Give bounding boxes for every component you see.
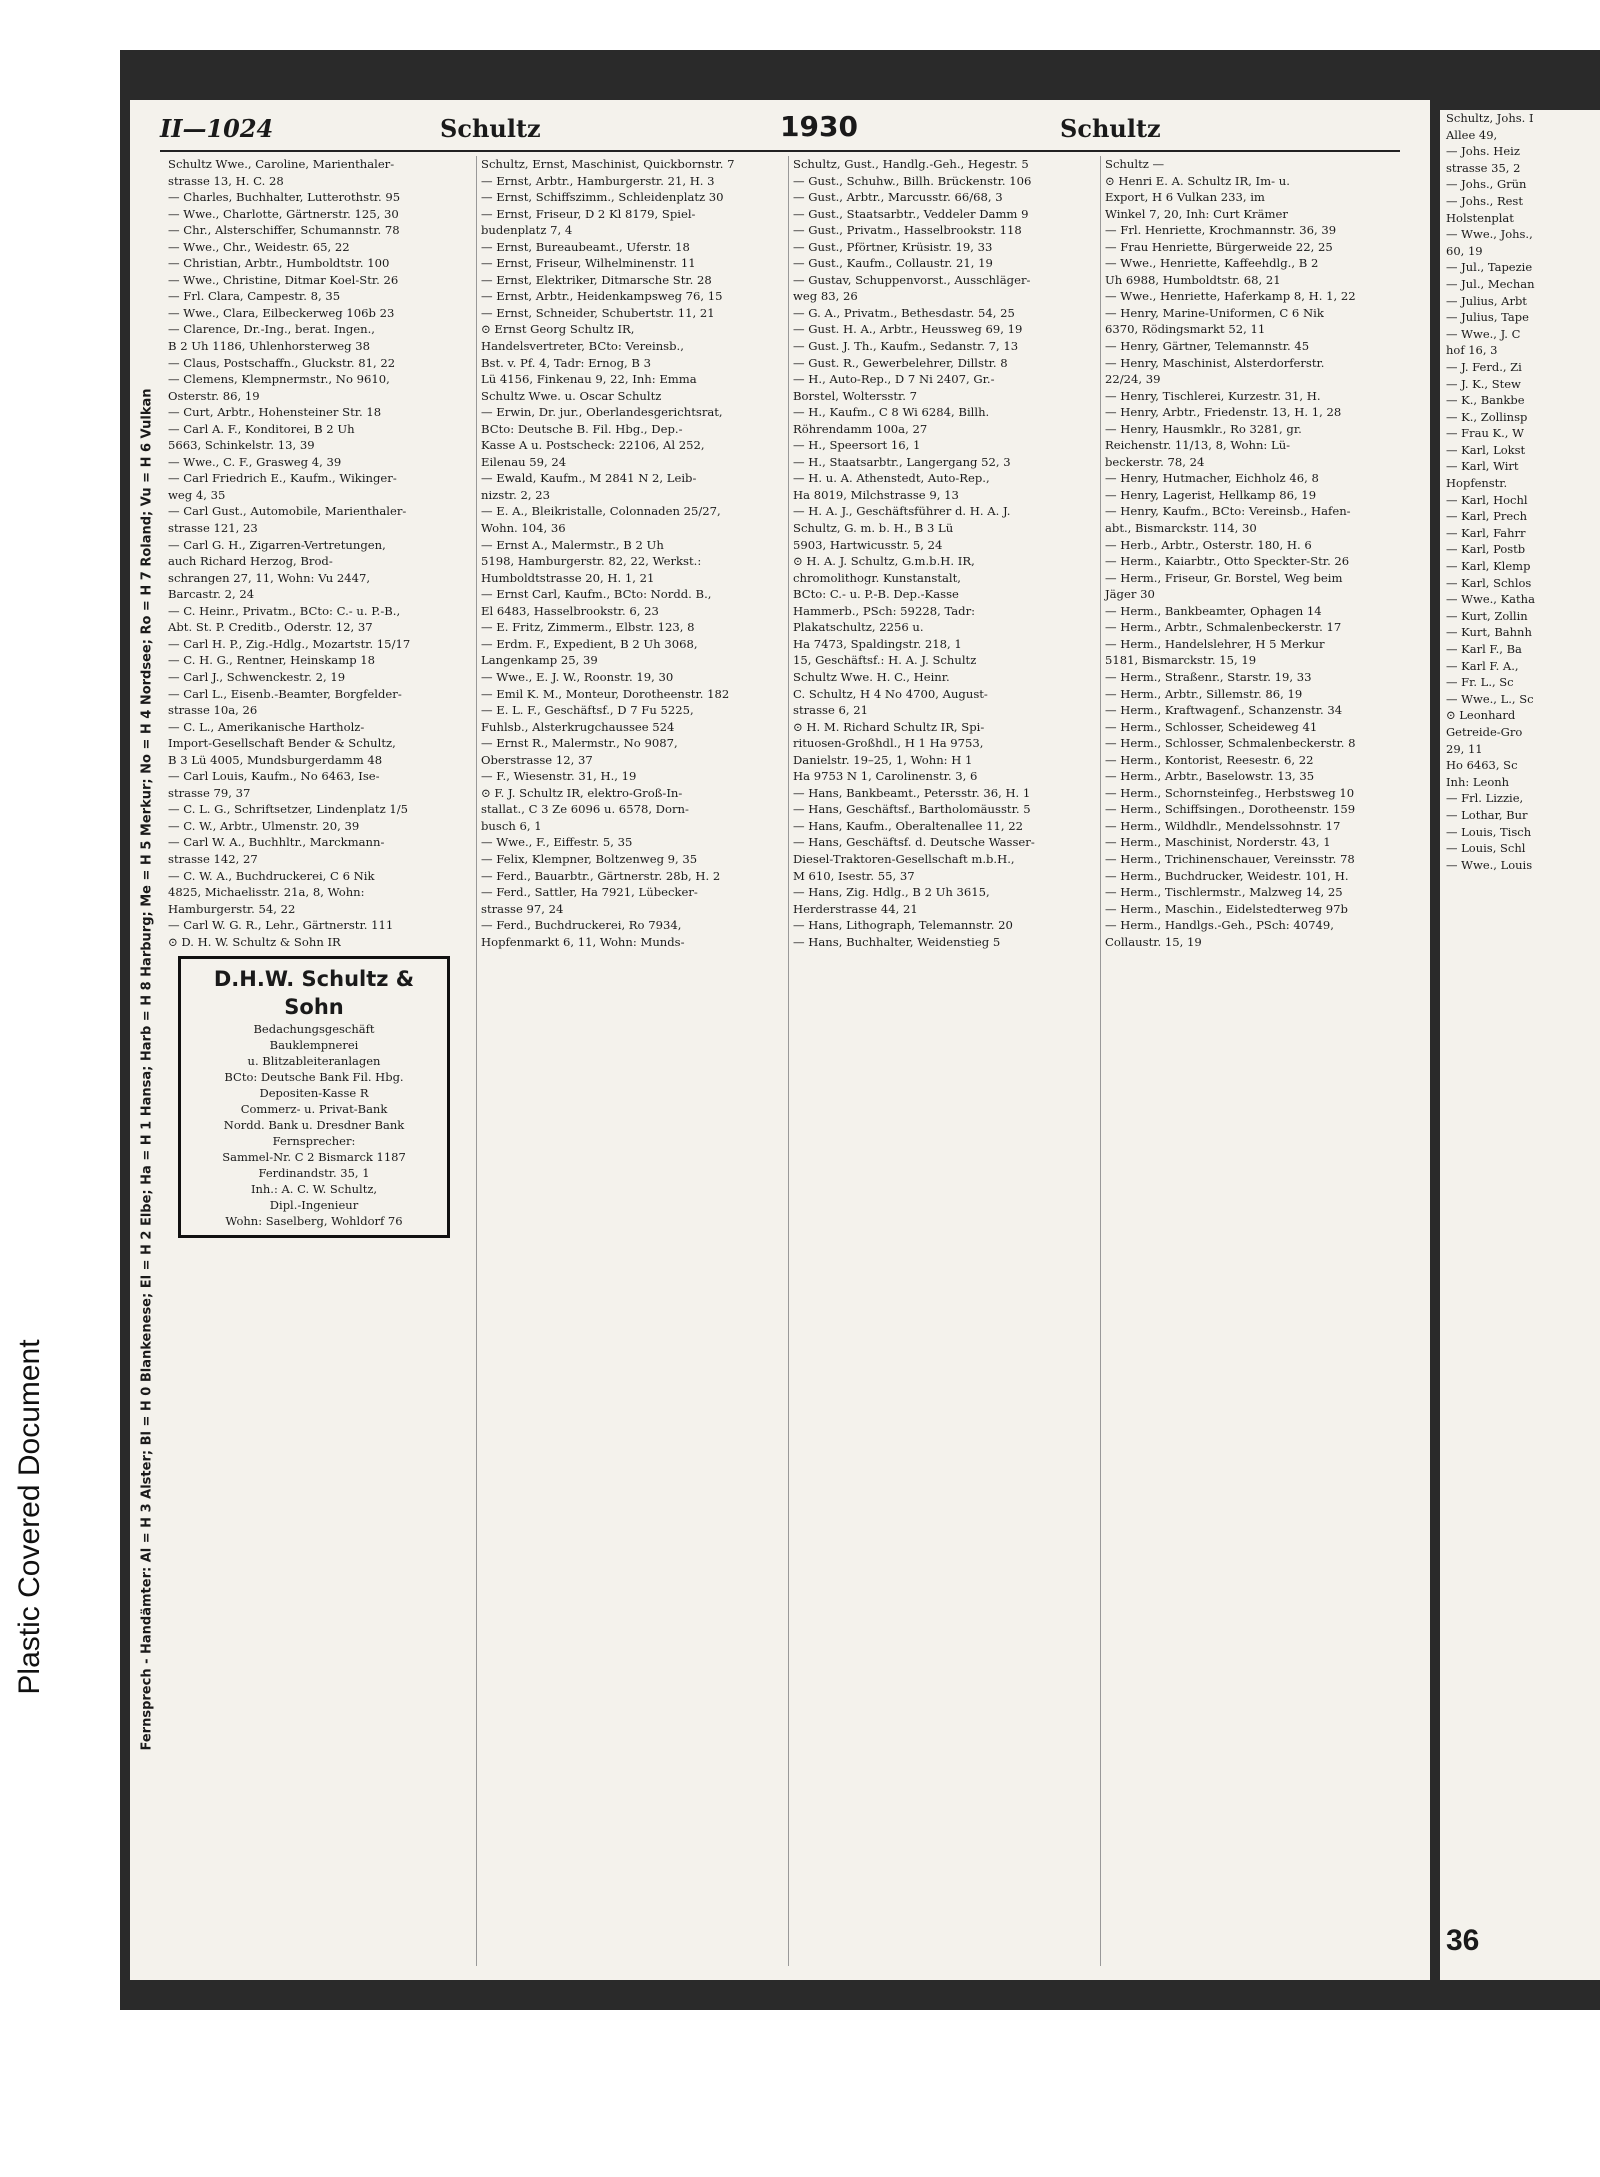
directory-entry: — Curt, Arbtr., Hohensteiner Str. 18: [168, 405, 382, 420]
advertisement-line: Bedachungsgeschäft: [253, 1022, 375, 1037]
directory-entry: — Henry, Tischlerei, Kurzestr. 31, H.: [1105, 388, 1321, 403]
directory-entry: — Herm., Maschin., Eidelstedterweg 97b: [1105, 901, 1348, 916]
directory-entry: — Ernst, Friseur, D 2 Kl 8179, Spiel-: [481, 206, 696, 221]
directory-entry: Bst. v. Pf. 4, Tadr: Ernog, B 3: [481, 355, 651, 370]
advertisement-line: Commerz- u. Privat-Bank: [240, 1102, 388, 1117]
adjacent-entry: Holstenplat: [1446, 210, 1514, 225]
directory-entry: abt., Bismarckstr. 114, 30: [1105, 521, 1257, 536]
directory-entry: — Wwe., Chr., Weidestr. 65, 22: [168, 239, 350, 254]
adjacent-entry: 29, 11: [1446, 741, 1483, 756]
advertisement-line: Inh.: A. C. W. Schultz,: [250, 1182, 378, 1197]
advertisement-line: Wohn: Saselberg, Wohldorf 76: [225, 1214, 403, 1229]
directory-entry: weg 4, 35: [168, 487, 226, 502]
directory-entry: Hammerb., PSch: 59228, Tadr:: [793, 603, 976, 618]
directory-entry: rituosen-Großhdl., H 1 Ha 9753,: [793, 736, 984, 751]
adjacent-entry: — Julius, Arbt: [1446, 293, 1527, 308]
directory-entry: — Henry, Marine-Uniformen, C 6 Nik: [1105, 305, 1324, 320]
directory-entry: — Ernst, Schneider, Schubertstr. 11, 21: [481, 305, 715, 320]
directory-entry: — H. u. A. Athenstedt, Auto-Rep.,: [793, 471, 990, 486]
directory-entry: — Christian, Arbtr., Humboldtstr. 100: [168, 256, 390, 271]
side-label: [0, 1200, 60, 1860]
directory-entry: — Herm., Arbtr., Schmalenbeckerstr. 17: [1105, 620, 1342, 635]
directory-entry: Uh 6988, Humboldtstr. 68, 21: [1105, 272, 1281, 287]
directory-entry: — Hans, Geschäftsf., Bartholomäusstr. 5: [793, 802, 1031, 817]
directory-entry: ⊙ Ernst Georg Schultz IR,: [481, 322, 635, 337]
directory-entry: Export, H 6 Vulkan 233, im: [1105, 190, 1265, 205]
directory-entry: — Wwe., E. J. W., Roonstr. 19, 30: [481, 669, 674, 684]
directory-entry: ⊙ Henri E. A. Schultz IR, Im- u.: [1105, 173, 1290, 188]
directory-entry: — Herm., Wildhdlr., Mendelssohnstr. 17: [1105, 818, 1341, 833]
directory-entry: — Emil K. M., Monteur, Dorotheenstr. 182: [481, 686, 730, 701]
directory-entry: — Herm., Kraftwagenf., Schanzenstr. 34: [1105, 703, 1343, 718]
directory-entry: Borstel, Woltersstr. 7: [793, 388, 918, 403]
adjacent-entry: — Karl F. A.,: [1446, 658, 1519, 673]
directory-entry: — Gust. H. A., Arbtr., Heussweg 69, 19: [793, 322, 1023, 337]
adjacent-entry: — Karl F., Ba: [1446, 642, 1522, 656]
directory-entry: — Herm., Schlosser, Schmalenbeckerstr. 8: [1105, 736, 1356, 751]
directory-entry: — Charles, Buchhalter, Lutterothstr. 95: [168, 190, 401, 205]
directory-entry: — Frl. Henriette, Krochmannstr. 36, 39: [1105, 223, 1337, 238]
directory-entry: — Carl L., Eisenb.-Beamter, Borgfelder-: [168, 686, 402, 701]
directory-entry: — Wwe., Henriette, Haferkamp 8, H. 1, 22: [1105, 289, 1356, 304]
directory-entry: — Gust. J. Th., Kaufm., Sedanstr. 7, 13: [793, 339, 1019, 354]
directory-entry: — F., Wiesenstr. 31, H., 19: [481, 769, 637, 784]
adjacent-entry: — Lothar, Bur: [1446, 807, 1528, 822]
advertisement-box: [178, 956, 450, 1238]
directory-entry: — Ferd., Bauarbtr., Gärtnerstr. 28b, H. 2: [481, 868, 721, 883]
directory-entry: budenplatz 7, 4: [481, 223, 573, 238]
adjacent-entry: — Johs., Rest: [1446, 193, 1523, 208]
directory-entry: — Erdm. F., Expedient, B 2 Uh 3068,: [481, 636, 698, 651]
adjacent-entry: — Jul., Mechan: [1446, 276, 1535, 291]
directory-entry: strasse 10a, 26: [168, 703, 258, 718]
directory-entry: Osterstr. 86, 19: [168, 388, 260, 403]
directory-entry: — Carl Gust., Automobile, Marienthaler-: [168, 504, 407, 519]
directory-entry: Abt. St. P. Creditb., Oderstr. 12, 37: [168, 620, 373, 635]
directory-entry: Eilenau 59, 24: [481, 454, 567, 469]
directory-entry: Schultz Wwe., Caroline, Marienthaler-: [168, 157, 395, 171]
directory-entry: B 2 Uh 1186, Uhlenhorsterweg 38: [168, 339, 370, 354]
adjacent-entry: Schultz, Johs. I: [1446, 111, 1534, 125]
side-label-text: Plastic Covered Document: [13, 1339, 46, 1695]
directory-entry: — E. A., Bleikristalle, Colonnaden 25/27,: [481, 504, 721, 519]
directory-entry: Oberstrasse 12, 37: [481, 752, 593, 767]
directory-entry: — Ernst, Arbtr., Heidenkampsweg 76, 15: [481, 289, 723, 304]
directory-entry: 15, Geschäftsf.: H. A. J. Schultz: [793, 653, 977, 668]
directory-entry: — Erwin, Dr. jur., Oberlandesgerichtsrat,: [481, 405, 723, 420]
adjacent-entry: hof 16, 3: [1446, 343, 1498, 358]
directory-entry: schrangen 27, 11, Wohn: Vu 2447,: [168, 570, 371, 585]
vertical-phone-legend-text: Fernsprech - Handämter: Al = H 3 Alster; Bl = H 0 Blankenese; El = H 2 Elbe; Ha = H 1 Hansa; Harb = H 8 Harburg; Me = H 5 Merkur; No = H 4 Nordsee; Ro = H 7 Roland; Vu = H 6 Vulkan: [139, 388, 155, 1751]
directory-entry: — Carl H. P., Zig.-Hdlg., Mozartstr. 15/17: [168, 636, 411, 651]
directory-entry: — C. L. G., Schriftsetzer, Lindenplatz 1/5: [168, 802, 409, 817]
adjacent-entry: Inh: Leonh: [1446, 774, 1510, 789]
directory-entry: Ha 8019, Milchstrasse 9, 13: [793, 487, 959, 502]
page-label: II—1024: [160, 114, 274, 143]
directory-entry: — C. H. G., Rentner, Heinskamp 18: [168, 653, 376, 668]
directory-entry: M 610, Isestr. 55, 37: [793, 868, 915, 883]
directory-entry: Collaustr. 15, 19: [1105, 934, 1202, 949]
directory-entry: — Ernst Carl, Kaufm., BCto: Nordd. B.,: [481, 587, 712, 602]
directory-entry: — Gust., Schuhw., Billh. Brückenstr. 106: [793, 173, 1032, 188]
directory-page: [130, 100, 1430, 1980]
directory-entry: — Herm., Tischlermstr., Malzweg 14, 25: [1105, 885, 1343, 900]
directory-entry: ⊙ H. A. J. Schultz, G.m.b.H. IR,: [793, 554, 975, 569]
directory-entry: — Ernst, Elektriker, Ditmarsche Str. 28: [481, 272, 712, 287]
directory-entry: — Herm., Trichinenschauer, Vereinsstr. 78: [1105, 851, 1355, 866]
directory-entry: — Hans, Bankbeamt., Petersstr. 36, H. 1: [793, 785, 1031, 800]
directory-entry: 4825, Michaelisstr. 21a, 8, Wohn:: [168, 885, 365, 900]
adjacent-entry: Allee 49,: [1446, 127, 1498, 142]
adjacent-entry: strasse 35, 2: [1446, 160, 1521, 175]
adjacent-entry: — Karl, Prech: [1446, 509, 1527, 524]
directory-entry: — Ernst R., Malermstr., No 9087,: [481, 736, 678, 751]
directory-entry: — Herm., Handlgs.-Geh., PSch: 40749,: [1105, 918, 1334, 933]
adjacent-entry: — Karl, Hochl: [1446, 492, 1528, 507]
adjacent-entry: — Karl, Postb: [1446, 542, 1526, 557]
directory-entry: — Gust. R., Gewerbelehrer, Dillstr. 8: [793, 355, 1008, 370]
directory-entry: auch Richard Herzog, Brod-: [168, 554, 333, 569]
directory-entry: — H. A. J., Geschäftsführer d. H. A. J.: [793, 504, 1011, 519]
adjacent-entry: — J. Ferd., Zi: [1446, 359, 1522, 374]
directory-entry: — Herm., Bankbeamter, Ophagen 14: [1105, 603, 1322, 618]
directory-entry: — Henry, Hausmklr., Ro 3281, gr.: [1105, 421, 1302, 436]
advertisement-line: Sammel-Nr. C 2 Bismarck 1187: [222, 1150, 406, 1165]
directory-entry: strasse 79, 37: [168, 785, 251, 800]
directory-entry: — Wwe., F., Eiffestr. 5, 35: [481, 835, 633, 850]
directory-entry: 6370, Rödingsmarkt 52, 11: [1105, 322, 1266, 337]
directory-entry: — Henry, Maschinist, Alsterdorferstr.: [1105, 355, 1325, 370]
directory-entry: Import-Gesellschaft Bender & Schultz,: [168, 736, 396, 751]
directory-entry: — Gust., Arbtr., Marcusstr. 66/68, 3: [793, 190, 1003, 205]
directory-entry: Schultz, Gust., Handlg.-Geh., Hegestr. 5: [793, 157, 1029, 171]
advertisement-line: Depositen-Kasse R: [259, 1086, 369, 1101]
adjacent-entry: — K., Zollinsp: [1446, 409, 1528, 424]
advertisement-line: u. Blitzableiteranlagen: [247, 1054, 381, 1069]
directory-entry: Kasse A u. Postscheck: 22106, Al 252,: [481, 438, 705, 453]
directory-entry: — H., Staatsarbtr., Langergang 52, 3: [793, 454, 1011, 469]
advertisement-line: Dipl.-Ingenieur: [269, 1198, 359, 1213]
adjacent-entry: — Kurt, Zollin: [1446, 608, 1528, 623]
directory-entry: Langenkamp 25, 39: [481, 653, 598, 668]
directory-entry: Reichenstr. 11/13, 8, Wohn: Lü-: [1105, 438, 1291, 453]
directory-entry: — Herm., Handelslehrer, H 5 Merkur: [1105, 636, 1325, 651]
page-header: [160, 110, 1400, 152]
adjacent-entry: — Wwe., Johs.,: [1446, 227, 1533, 242]
adjacent-entry: — K., Bankbe: [1446, 393, 1525, 408]
directory-entry: — Hans, Geschäftsf. d. Deutsche Wasser-: [793, 835, 1035, 850]
directory-entry: El 6483, Hasselbrookstr. 6, 23: [481, 603, 659, 618]
directory-entry: Ha 7473, Spaldingstr. 218, 1: [793, 636, 962, 651]
directory-entry: Diesel-Traktoren-Gesellschaft m.b.H.,: [793, 851, 1015, 866]
directory-entry: ⊙ H. M. Richard Schultz IR, Spi-: [793, 719, 985, 734]
directory-entry: — Herm., Kontorist, Reesestr. 6, 22: [1105, 752, 1314, 767]
directory-entry: 5181, Bismarckstr. 15, 19: [1105, 653, 1257, 668]
directory-entry: BCto: C.- u. P.-B. Dep.-Kasse: [793, 587, 959, 602]
directory-entry: stallat., C 3 Ze 6096 u. 6578, Dorn-: [481, 802, 689, 817]
adjacent-entry: — Johs. Heiz: [1446, 144, 1520, 159]
directory-entry: — Ferd., Sattler, Ha 7921, Lübecker-: [481, 885, 698, 900]
directory-entry: 5903, Hartwicusstr. 5, 24: [793, 537, 943, 552]
directory-entry: — Henry, Hutmacher, Eichholz 46, 8: [1105, 471, 1319, 486]
directory-entry: Wohn. 104, 36: [481, 521, 566, 536]
adjacent-page-entries: [1440, 110, 1600, 873]
directory-entry: — Herm., Arbtr., Baselowstr. 13, 35: [1105, 769, 1315, 784]
directory-entry: — Herm., Straßenr., Starstr. 19, 33: [1105, 669, 1312, 684]
advertisement-line: Ferdinandstr. 35, 1: [258, 1166, 370, 1181]
adjacent-entry: — Frau K., W: [1446, 426, 1524, 441]
directory-entry: — Hans, Zig. Hdlg., B 2 Uh 3615,: [793, 885, 990, 900]
adjacent-entry: — Karl, Fahrr: [1446, 525, 1526, 540]
directory-entry: Hamburgerstr. 54, 22: [168, 901, 296, 916]
directory-entry: — Wwe., Henriette, Kaffeehdlg., B 2: [1105, 256, 1319, 271]
adjacent-entry: — Wwe., Louis: [1446, 857, 1533, 872]
directory-entry: beckerstr. 78, 24: [1105, 454, 1205, 469]
directory-entry: ⊙ D. H. W. Schultz & Sohn IR: [168, 934, 341, 949]
directory-entry: — Carl G. H., Zigarren-Vertretungen,: [168, 537, 386, 552]
directory-entry: Röhrendamm 100a, 27: [793, 421, 928, 436]
directory-entry: BCto: Deutsche B. Fil. Hbg., Dep.-: [481, 421, 683, 436]
directory-entry: — H., Auto-Rep., D 7 Ni 2407, Gr.-: [793, 372, 995, 387]
directory-entry: Ha 9753 N 1, Carolinenstr. 3, 6: [793, 769, 978, 784]
adjacent-entry: — Louis, Schl: [1446, 841, 1526, 856]
directory-entry: Schultz, Ernst, Maschinist, Quickbornstr. 7: [481, 157, 735, 171]
advertisement-line: BCto: Deutsche Bank Fil. Hbg.: [224, 1070, 404, 1085]
directory-entry: Plakatschultz, 2256 u.: [793, 620, 924, 635]
adjacent-entry: — Johs., Grün: [1446, 177, 1527, 192]
directory-entry: — Henry, Gärtner, Telemannstr. 45: [1105, 339, 1310, 354]
directory-entry: — Gust., Pförtner, Krüsistr. 19, 33: [793, 239, 993, 254]
entry-column-2: [476, 156, 777, 1966]
advertisement-title: D.H.W. Schultz & Sohn: [213, 967, 415, 1020]
directory-entry: — Herm., Maschinist, Norderstr. 43, 1: [1105, 835, 1331, 850]
adjacent-entry: Hopfenstr.: [1446, 476, 1508, 491]
directory-entry: strasse 142, 27: [168, 851, 258, 866]
directory-entry: chromolithogr. Kunstanstalt,: [793, 570, 961, 585]
directory-entry: — E. Fritz, Zimmerm., Elbstr. 123, 8: [481, 620, 695, 635]
directory-entry: weg 83, 26: [793, 289, 858, 304]
directory-entry: Schultz, G. m. b. H., B 3 Lü: [793, 521, 954, 536]
directory-entry: Schultz Wwe. H. C., Heinr.: [793, 669, 950, 684]
directory-entry: — C. Heinr., Privatm., BCto: C.- u. P.-B.,: [168, 603, 401, 618]
directory-entry: — Ewald, Kaufm., M 2841 N 2, Leib-: [481, 471, 697, 486]
adjacent-entry: — Karl, Wirt: [1446, 459, 1519, 474]
directory-entry: — Ernst A., Malermstr., B 2 Uh: [481, 537, 664, 552]
directory-entry: — Ferd., Buchdruckerei, Ro 7934,: [481, 918, 682, 933]
directory-entry: strasse 121, 23: [168, 521, 258, 536]
directory-entry: — Herm., Buchdrucker, Weidestr. 101, H.: [1105, 868, 1349, 883]
adjacent-entry: — Karl, Lokst: [1446, 442, 1526, 457]
directory-entry: — Carl A. F., Konditorei, B 2 Uh: [168, 421, 355, 436]
advertisement-line: Fernsprecher:: [272, 1134, 356, 1149]
header-year: 1930: [780, 110, 858, 143]
directory-entry: — Gust., Privatm., Hasselbrookstr. 118: [793, 223, 1022, 238]
directory-entry: — Ernst, Schiffszimm., Schleidenplatz 30: [481, 190, 724, 205]
entry-column-4: [1100, 156, 1401, 1966]
adjacent-entry: ⊙ Leonhard: [1446, 708, 1516, 723]
advertisement-line: Bauklempnerei: [269, 1038, 359, 1053]
directory-entry: — Herm., Schiffsingen., Dorotheenstr. 159: [1105, 802, 1356, 817]
adjacent-entry: Ho 6463, Sc: [1446, 758, 1518, 773]
directory-entry: Lü 4156, Finkenau 9, 22, Inh: Emma: [481, 372, 697, 387]
directory-entry: — Ernst, Bureaubeamt., Uferstr. 18: [481, 239, 690, 254]
directory-entry: — Wwe., C. F., Grasweg 4, 39: [168, 454, 342, 469]
directory-entry: 22/24, 39: [1105, 372, 1161, 387]
entry-column-3: [788, 156, 1089, 1966]
adjacent-entry: Getreide-Gro: [1446, 724, 1523, 739]
adjacent-entry: — Kurt, Bahnh: [1446, 625, 1532, 640]
directory-entry: Jäger 30: [1105, 587, 1155, 602]
directory-entry: nizstr. 2, 23: [481, 487, 551, 502]
directory-entry: — Carl Friedrich E., Kaufm., Wikinger-: [168, 471, 397, 486]
vertical-phone-legend: [130, 388, 164, 1760]
directory-entry: — Carl W. G. R., Lehr., Gärtnerstr. 111: [168, 918, 394, 933]
directory-entry: Schultz —: [1105, 157, 1165, 171]
advertisement-line: Nordd. Bank u. Dresdner Bank: [223, 1118, 405, 1133]
adjacent-entry: — Wwe., L., Sc: [1446, 691, 1534, 706]
directory-entry: — Henry, Arbtr., Friedenstr. 13, H. 1, 28: [1105, 405, 1342, 420]
adjacent-page-strip: [1440, 110, 1600, 1980]
directory-entry: Winkel 7, 20, Inh: Curt Krämer: [1105, 206, 1288, 221]
directory-entry: — C. W. A., Buchdruckerei, C 6 Nik: [168, 868, 375, 883]
directory-entry: — Hans, Buchhalter, Weidenstieg 5: [793, 934, 1001, 949]
directory-entry: — Carl W. A., Buchhltr., Marckmann-: [168, 835, 385, 850]
directory-entry: Humboldtstrasse 20, H. 1, 21: [481, 570, 655, 585]
directory-entry: — Wwe., Charlotte, Gärtnerstr. 125, 30: [168, 206, 399, 221]
adjacent-entry: — Karl, Schlos: [1446, 575, 1532, 590]
directory-entry: — Henry, Kaufm., BCto: Vereinsb., Hafen-: [1105, 504, 1351, 519]
directory-entry: — Frau Henriette, Bürgerweide 22, 25: [1105, 239, 1333, 254]
directory-entry: Barcastr. 2, 24: [168, 587, 255, 602]
adjacent-entry: — Fr. L., Sc: [1446, 675, 1514, 690]
directory-entry: — Ernst, Arbtr., Hamburgerstr. 21, H. 3: [481, 173, 715, 188]
directory-entry: B 3 Lü 4005, Mundsburgerdamm 48: [168, 752, 383, 767]
directory-entry: 5663, Schinkelstr. 13, 39: [168, 438, 315, 453]
directory-entry: — Gust., Staatsarbtr., Veddeler Damm 9: [793, 206, 1029, 221]
entry-columns: [164, 156, 1414, 1966]
directory-entry: Schultz Wwe. u. Oscar Schultz: [481, 388, 662, 403]
directory-entry: — Wwe., Clara, Eilbeckerweg 106b 23: [168, 305, 395, 320]
directory-entry: Hopfenmarkt 6, 11, Wohn: Munds-: [481, 934, 685, 949]
directory-entry: Fuhlsb., Alsterkrugchaussee 524: [481, 719, 675, 734]
directory-entry: — Clarence, Dr.-Ing., berat. Ingen.,: [168, 322, 375, 337]
directory-entry: busch 6, 1: [481, 818, 542, 833]
directory-entry: — C. L., Amerikanische Hartholz-: [168, 719, 365, 734]
directory-entry: — C. W., Arbtr., Ulmenstr. 20, 39: [168, 818, 360, 833]
directory-entry: — Frl. Clara, Campestr. 8, 35: [168, 289, 341, 304]
directory-entry: — H., Speersort 16, 1: [793, 438, 921, 453]
directory-entry: — Gustav, Schuppenvorst., Ausschläger-: [793, 272, 1031, 287]
directory-entry: strasse 97, 24: [481, 901, 564, 916]
directory-entry: — Clemens, Klempnermstr., No 9610,: [168, 372, 390, 387]
directory-entry: — Ernst, Friseur, Wilhelminenstr. 11: [481, 256, 696, 271]
adjacent-entry: — Frl. Lizzie,: [1446, 791, 1524, 806]
directory-entry: ⊙ F. J. Schultz IR, elektro-Groß-In-: [481, 785, 683, 800]
adjacent-entry: 60, 19: [1446, 243, 1483, 258]
adjacent-entry: — Karl, Klemp: [1446, 559, 1531, 574]
directory-entry: — Herm., Kaiarbtr., Otto Speckter-Str. 26: [1105, 554, 1350, 569]
directory-entry: — Henry, Lagerist, Hellkamp 86, 19: [1105, 487, 1317, 502]
directory-entry: strasse 6, 21: [793, 703, 869, 718]
directory-entry: — H., Kaufm., C 8 Wi 6284, Billh.: [793, 405, 990, 420]
directory-entry: Herderstrasse 44, 21: [793, 901, 918, 916]
directory-entry: — Herm., Arbtr., Sillemstr. 86, 19: [1105, 686, 1303, 701]
directory-entry: — Gust., Kaufm., Collaustr. 21, 19: [793, 256, 993, 271]
adjacent-entry: — Julius, Tape: [1446, 310, 1529, 325]
directory-entry: — Hans, Kaufm., Oberaltenallee 11, 22: [793, 818, 1024, 833]
directory-entry: C. Schultz, H 4 No 4700, August-: [793, 686, 988, 701]
directory-entry: — Carl Louis, Kaufm., No 6463, Ise-: [168, 769, 380, 784]
directory-entry: — G. A., Privatm., Bethesdastr. 54, 25: [793, 305, 1015, 320]
adjacent-entry: — Louis, Tisch: [1446, 824, 1532, 839]
directory-entry: Danielstr. 19–25, 1, Wohn: H 1: [793, 752, 973, 767]
directory-entry: 5198, Hamburgerstr. 82, 22, Werkst.:: [481, 554, 702, 569]
directory-entry: Handelsvertreter, BCto: Vereinsb.,: [481, 339, 684, 354]
directory-entry: strasse 13, H. C. 28: [168, 173, 284, 188]
directory-entry: — Herm., Friseur, Gr. Borstel, Weg beim: [1105, 570, 1343, 585]
page-number: 36: [1446, 1924, 1480, 1957]
directory-entry: — Wwe., Christine, Ditmar Koel-Str. 26: [168, 272, 399, 287]
directory-entry: — Herb., Arbtr., Osterstr. 180, H. 6: [1105, 537, 1312, 552]
header-name-left: Schultz: [440, 114, 541, 143]
directory-entry: — Felix, Klempner, Boltzenweg 9, 35: [481, 851, 698, 866]
directory-entry: — Chr., Alsterschiffer, Schumannstr. 78: [168, 223, 400, 238]
directory-entry: — Carl J., Schwenckestr. 2, 19: [168, 669, 346, 684]
directory-entry: — E. L. F., Geschäftsf., D 7 Fu 5225,: [481, 703, 694, 718]
adjacent-entry: — J. K., Stew: [1446, 376, 1521, 391]
directory-entry: — Herm., Schlosser, Scheideweg 41: [1105, 719, 1318, 734]
adjacent-entry: — Wwe., Katha: [1446, 592, 1535, 607]
directory-entry: — Hans, Lithograph, Telemannstr. 20: [793, 918, 1013, 933]
entry-column-1: [164, 156, 464, 1966]
adjacent-entry: — Wwe., J. C: [1446, 326, 1521, 341]
adjacent-entry: — Jul., Tapezie: [1446, 260, 1533, 275]
directory-entry: — Herm., Schornsteinfeg., Herbstsweg 10: [1105, 785, 1355, 800]
directory-entry: — Claus, Postschaffn., Gluckstr. 81, 22: [168, 355, 396, 370]
header-name-right: Schultz: [1060, 114, 1161, 143]
